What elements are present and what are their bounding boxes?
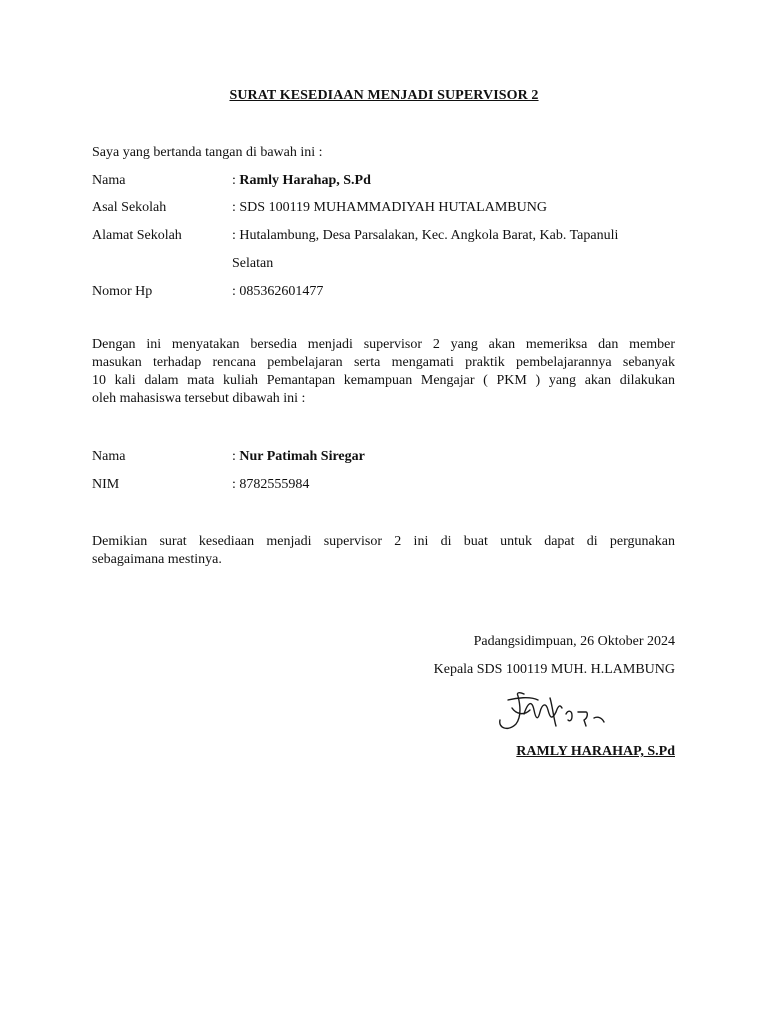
supervisor-name-value: Ramly Harahap, S.Pd [239,173,371,188]
address-label: Alamat Sekolah [92,228,182,243]
nim-value: : 8782555984 [232,477,310,492]
statement-line: oleh mahasiswa tersebut dibawah ini : [92,391,306,406]
student-name-row [232,449,365,465]
closing-paragraph [92,533,675,569]
colon: : [232,449,236,464]
student-name-label: Nama [92,449,126,464]
signer-position: Kepala SDS 100119 MUH. H.LAMBUNG [433,662,675,677]
closing-line: Demikian surat kesediaan menjadi supervisor 2 ini di buat untuk dapat di pergunakan [92,534,675,549]
address-value-line2: Selatan [232,256,274,271]
statement-paragraph [92,336,675,408]
address-value-line1: : Hutalambung, Desa Parsalakan, Kec. Angkola Barat, Kab. Tapanuli [232,228,619,243]
student-name-value: Nur Patimah Siregar [239,449,365,464]
phone-value: : 085362601477 [232,284,324,299]
closing-line: sebagaimana mestinya. [92,552,222,567]
place-date: Padangsidimpuan, 26 Oktober 2024 [473,634,675,649]
colon: : [232,173,236,188]
letter-title: SURAT KESEDIAAN MENJADI SUPERVISOR 2 [229,88,539,103]
signer-name: RAMLY HARAHAP, S.Pd [516,744,675,759]
nim-label: NIM [92,477,120,492]
intro-text: Saya yang bertanda tangan di bawah ini : [92,145,323,160]
school-value: : SDS 100119 MUHAMMADIYAH HUTALAMBUNG [232,200,547,215]
handwritten-signature [494,690,614,738]
statement-line: masukan terhadap rencana pembelajaran serta mengamati praktik pembelajarannya sebanyak [92,355,675,370]
statement-line: 10 kali dalam mata kuliah Pemantapan kemampuan Mengajar ( PKM ) yang akan dilakukan [92,373,675,388]
phone-label: Nomor Hp [92,284,153,299]
supervisor-name-label: Nama [92,173,126,188]
supervisor-name-row [232,173,371,189]
school-label: Asal Sekolah [92,200,167,215]
statement-line: Dengan ini menyatakan bersedia menjadi supervisor 2 yang akan memeriksa dan member [92,337,675,352]
